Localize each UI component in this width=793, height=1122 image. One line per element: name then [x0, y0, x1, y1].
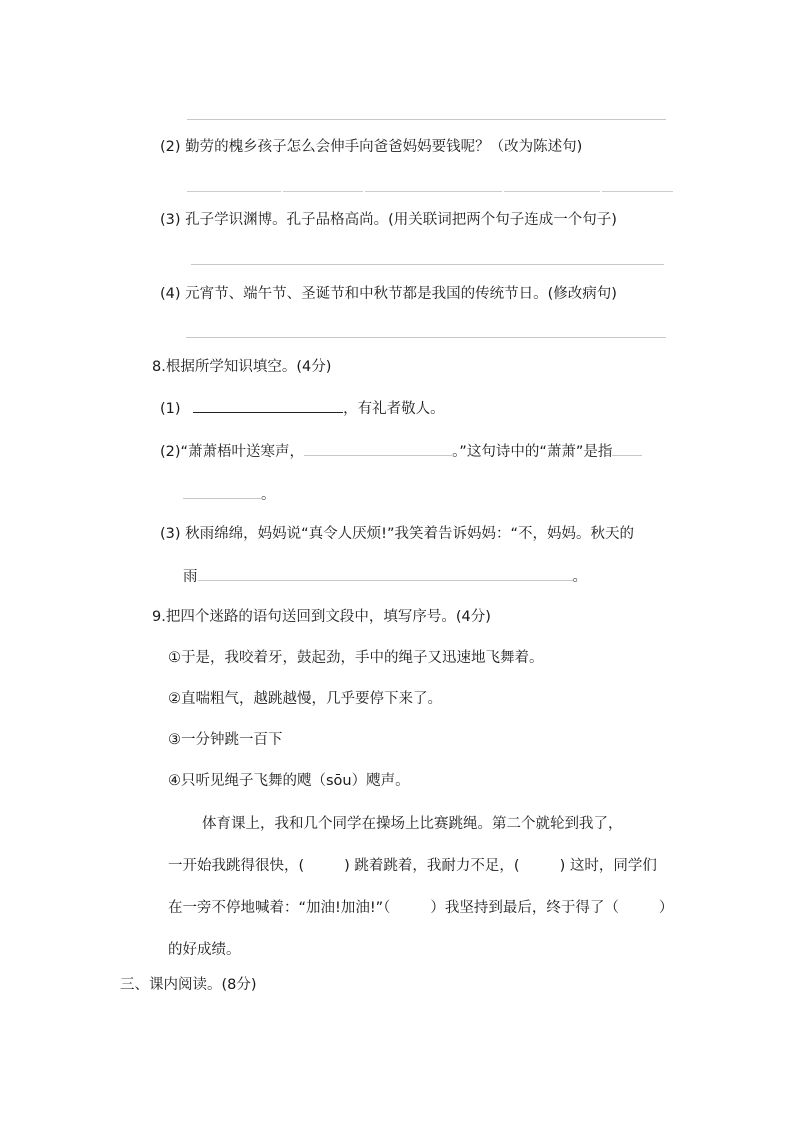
question-number: (4) [160, 286, 181, 302]
question-number: (3) [160, 526, 181, 542]
option-1: ①于是，我咬着牙，鼓起劲，手中的绳子又迅速地飞舞着。 [168, 650, 544, 666]
fill-blank-8-1[interactable] [193, 398, 343, 413]
question-7-4 [160, 284, 617, 304]
option-2: ②直喘粗气，越跳越慢，几乎要停下来了。 [168, 691, 442, 707]
question-8-title: 8.根据所学知识填空。(4分) [152, 359, 332, 375]
fill-blank-8-2b[interactable] [612, 441, 642, 456]
option-3: ③一分钟跳一百下 [168, 732, 283, 748]
question-7-3 [160, 210, 617, 230]
question-number: (2) [160, 444, 181, 460]
question-number: (2) [160, 139, 181, 155]
question-7-2 [160, 137, 582, 157]
fill-blank-8-3[interactable] [198, 566, 573, 581]
passage-line-1: 体育课上，我和几个同学在操场上比赛跳绳。第二个就轮到我了， [202, 816, 623, 832]
passage-line-3: 在一旁不停地喊着：“加油!加油!”（ ）我坚持到最后，终于得了（ ） [168, 900, 674, 916]
option-4: ④只听见绳子飞舞的飕（sōu）飕声。 [168, 773, 410, 789]
answer-line-q7-3[interactable] [191, 264, 664, 265]
answer-line-q7-1[interactable] [187, 119, 666, 120]
question-number: (3) [160, 212, 181, 228]
question-8-3-cont: 雨 。 [183, 566, 587, 587]
question-text: ，有礼者敬人。 [343, 401, 445, 417]
question-text: 勤劳的槐乡孩子怎么会伸手向爸爸妈妈要钱呢？（改为陈述句) [185, 139, 583, 155]
question-text: 秋雨绵绵，妈妈说“真令人厌烦!”我笑着告诉妈妈：“不，妈妈。秋天的 [185, 526, 635, 542]
passage-line-2: 一开始我跳得很快，( ) 跳着跳着，我耐力不足，( ) 这时，同学们 [168, 858, 657, 874]
question-number: (1) [160, 401, 181, 417]
question-text: “萧萧梧叶送寒声， [180, 444, 305, 460]
section-3-title: 三、课内阅读。(8分) [120, 977, 257, 993]
question-9-title: 9.把四个迷路的语句送回到文段中，填写序号。(4分) [152, 609, 491, 625]
question-text: 孔子学识渊博。孔子品格高尚。(用关联词把两个句子连成一个句子) [185, 212, 617, 228]
question-text: 。”这句诗中的“萧萧”是指 [452, 444, 613, 460]
question-8-3 [160, 524, 634, 544]
question-8-2-cont: 。 [183, 484, 276, 505]
fill-blank-8-2a[interactable] [304, 441, 452, 456]
fill-blank-8-2c[interactable] [183, 484, 261, 499]
question-text: 元宵节、端午节、圣诞节和中秋节都是我国的传统节日。(修改病句) [185, 286, 617, 302]
passage-line-4: 的好成绩。 [168, 942, 241, 958]
answer-line-q7-4[interactable] [186, 337, 666, 338]
question-8-2 [160, 441, 642, 462]
question-8-1 [160, 398, 445, 419]
